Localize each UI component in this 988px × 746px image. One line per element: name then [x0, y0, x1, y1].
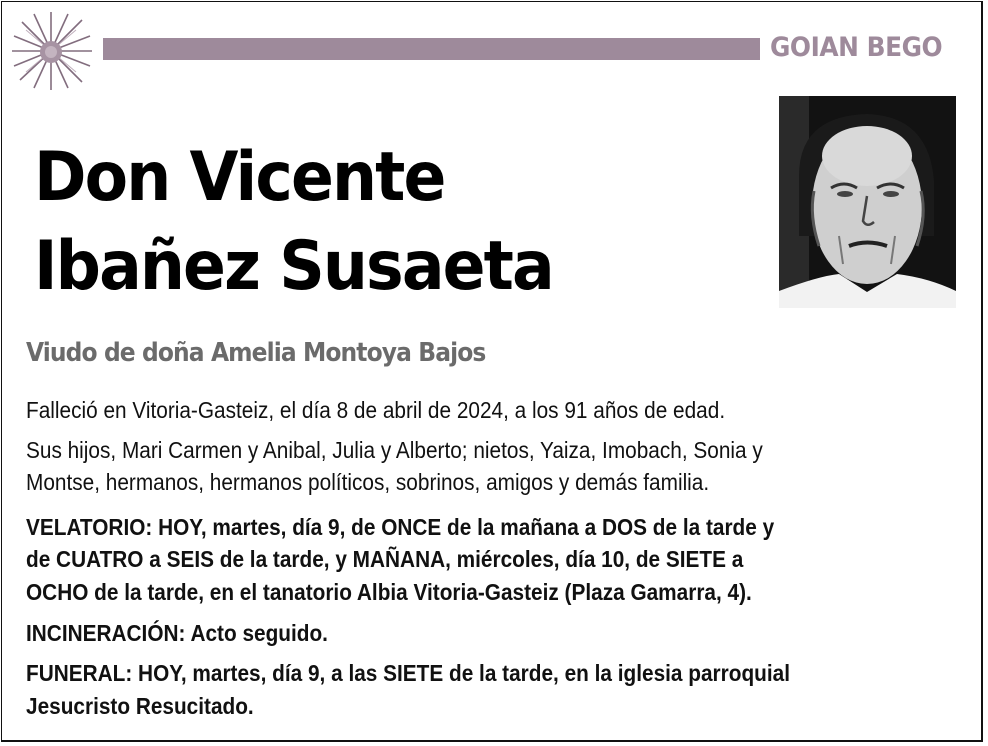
deceased-name — [34, 133, 553, 311]
family-line-1: Sus hijos, Mari Carmen y Anibal, Julia y Alberto; nietos, Yaiza, Imobach, Sonia y — [26, 437, 763, 463]
name-line-2: Ibañez Susaeta — [34, 227, 553, 306]
portrait-photo — [779, 96, 956, 308]
section-title: GOIAN BEGO — [770, 32, 943, 63]
thistle-flower-icon — [6, 8, 96, 94]
incineracion-notice: INCINERACIÓN: Acto seguido. — [26, 620, 328, 646]
header-accent-bar — [103, 38, 760, 60]
widower-subtitle: Viudo de doña Amelia Montoya Bajos — [26, 338, 486, 368]
family-line-2: Montse, hermanos, hermanos políticos, sobrinos, amigos y demás familia. — [26, 469, 710, 495]
velatorio-line-2: de CUATRO a SEIS de la tarde, y MAÑANA, miércoles, día 10, de SIETE a — [26, 546, 744, 572]
death-notice: Falleció en Vitoria-Gasteiz, el día 8 de abril de 2024, a los 91 años de edad. — [26, 397, 726, 423]
name-line-1: Don Vicente — [34, 138, 445, 217]
velatorio-line-3: OCHO de la tarde, en el tanatorio Albia Vitoria-Gasteiz (Plaza Gamarra, 4). — [26, 579, 752, 605]
funeral-line-1: FUNERAL: HOY, martes, día 9, a las SIETE de la tarde, en la iglesia parroquial — [26, 660, 790, 686]
velatorio-line-1: VELATORIO: HOY, martes, día 9, de ONCE de la mañana a DOS de la tarde y — [26, 514, 775, 540]
funeral-line-2: Jesucristo Resucitado. — [26, 693, 254, 719]
